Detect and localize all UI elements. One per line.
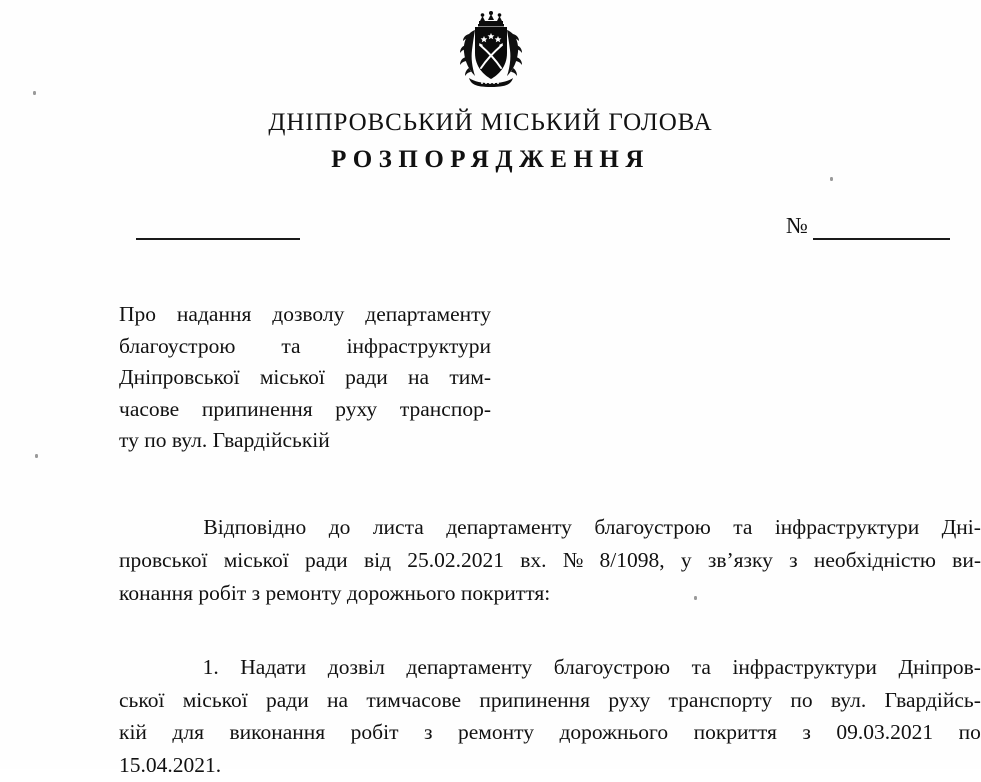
word: транспор- (399, 396, 491, 421)
scan-speckle (830, 177, 833, 181)
word: департаменту (446, 515, 572, 539)
word: листа (372, 515, 424, 539)
word: 25.02.2021 (407, 547, 504, 572)
word: у (680, 547, 692, 572)
word: та (281, 333, 301, 358)
number-symbol: № (786, 213, 808, 238)
document-body (119, 511, 981, 782)
subject-line (119, 394, 491, 426)
word: інфраструктури (774, 515, 920, 539)
date-blank-field[interactable] (136, 238, 300, 240)
body-line (119, 577, 981, 610)
word: з (789, 547, 798, 572)
word: департаменту (406, 654, 533, 679)
body-line (119, 749, 981, 782)
word: по (958, 720, 981, 745)
organization-title: ДНІПРОВСЬКИЙ МІСЬКИЙ ГОЛОВА (268, 109, 713, 136)
first-line-indent (119, 511, 181, 544)
word: та (733, 515, 753, 539)
word: Про (119, 302, 157, 326)
word: департаменту (365, 302, 491, 326)
word: благоустрою (594, 515, 711, 539)
number-blank-field[interactable] (813, 238, 950, 240)
word: Надати (240, 654, 307, 679)
word: та (691, 654, 711, 679)
word: Відповідно (203, 515, 307, 539)
subject-line (119, 331, 491, 363)
word: Дніпровської (119, 365, 240, 390)
scan-speckle (35, 454, 38, 458)
word: надання (176, 302, 252, 326)
scan-speckle (694, 596, 697, 600)
emblem-container (0, 8, 981, 101)
word: міської (259, 365, 325, 390)
word: Дніпров- (898, 654, 981, 679)
word: інфраструктури (346, 333, 491, 358)
word: 8/1098, (599, 547, 665, 572)
word: з (802, 720, 811, 745)
word: тимчасове (366, 687, 462, 712)
word: благоустрою (119, 333, 236, 358)
dnipro-coat-of-arms-icon (455, 8, 527, 96)
word: на (327, 687, 349, 712)
subject-block (119, 299, 491, 457)
subject-line (119, 425, 491, 457)
word: руху (608, 687, 651, 712)
word: міської (182, 687, 248, 712)
word: виконання (229, 720, 326, 745)
word: з (423, 720, 433, 745)
word: тим- (449, 365, 491, 390)
word: інфраструктури (732, 654, 877, 679)
word: благоустрою (553, 654, 671, 679)
body-line (119, 544, 981, 577)
body-line (119, 511, 981, 544)
subject-line (119, 299, 491, 331)
document-type-title: РОЗПОРЯДЖЕННЯ (331, 145, 650, 173)
word: вх. (520, 547, 547, 572)
document-number-field (786, 214, 950, 244)
word: № (562, 547, 584, 572)
word: покриття (693, 720, 777, 745)
first-line-indent (119, 651, 181, 684)
word: дозволу (272, 302, 345, 326)
body-line (119, 716, 981, 749)
body-line-text: конання робіт з ремонту дорожнього покриття: (119, 580, 551, 605)
word: ської (119, 687, 165, 712)
word: робіт (350, 720, 399, 745)
word: дорожнього (559, 720, 669, 745)
word: ради (265, 687, 309, 712)
word: 09.03.2021 (836, 720, 934, 745)
word: Дні- (941, 515, 981, 539)
scan-speckle (33, 91, 36, 95)
word: руху (335, 396, 378, 421)
word: по (790, 687, 813, 712)
word: ради (345, 365, 388, 390)
word: 1. (202, 654, 219, 679)
body-line (119, 684, 981, 717)
word: міської (223, 547, 289, 572)
word: зв’язку (707, 547, 773, 572)
word: Гвардійсь- (884, 687, 981, 712)
word: припинення (201, 396, 313, 421)
word: до (328, 515, 351, 539)
word: кій (119, 720, 147, 745)
subject-line (119, 362, 491, 394)
body-line-text: 15.04.2021. (119, 753, 222, 778)
word: провської (119, 547, 208, 572)
word: ремонту (457, 720, 534, 745)
word: від (363, 547, 392, 572)
document-heading (0, 108, 981, 175)
word: дозвіл (327, 654, 385, 679)
paragraph-preamble (119, 511, 981, 610)
word: на (408, 365, 430, 390)
word: часове (119, 396, 180, 421)
word: необхідністю (813, 547, 936, 572)
paragraph-item-1 (119, 651, 981, 782)
word: припинення (479, 687, 591, 712)
subject-line-text: ту по вул. Гвардійській (119, 428, 330, 453)
word: ви- (952, 547, 981, 572)
word: вул. (830, 687, 867, 712)
word: транспорту (668, 687, 773, 712)
word: ради (304, 547, 348, 572)
body-line (119, 651, 981, 684)
word: для (172, 720, 204, 745)
